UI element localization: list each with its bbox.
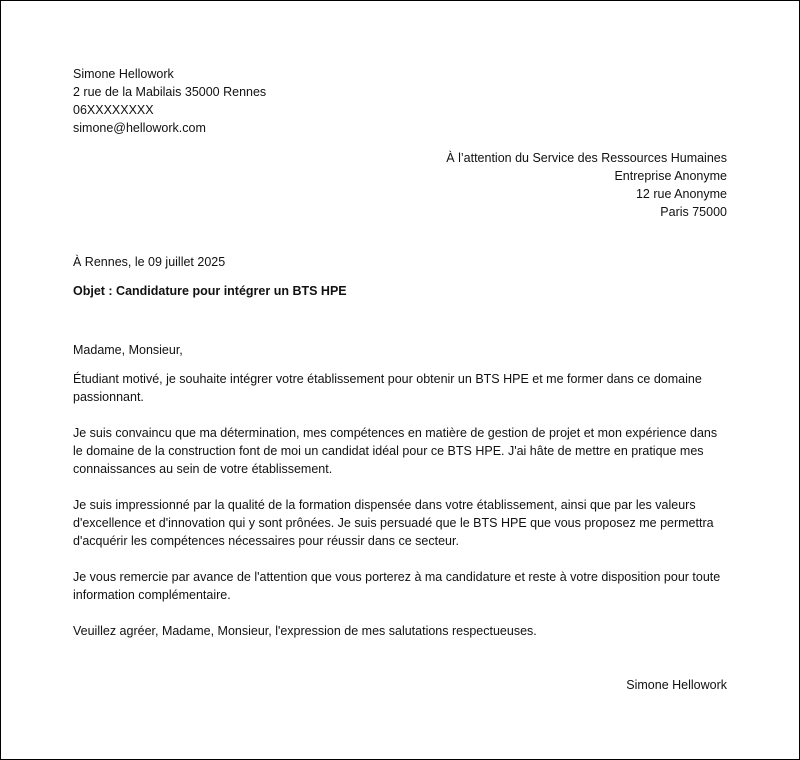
paragraph-2: Je suis convaincu que ma détermination, mes compétences en matière de gestion de projet et mon expérience dans le domaine de la construction font de moi un candidat idéal pour ce BTS HPE. J'ai hâte de mettre en pratique mes connaissances au sein de votre établissement. bbox=[73, 426, 718, 476]
sender-block bbox=[73, 65, 727, 137]
recipient-street: 12 rue Anonyme bbox=[635, 187, 727, 201]
letter-body bbox=[73, 65, 727, 694]
date-line: À Rennes, le 09 juillet 2025 bbox=[73, 255, 226, 269]
sender-address: 2 rue de la Mabilais 35000 Rennes bbox=[73, 85, 267, 99]
recipient-attention: À l’attention du Service des Ressources Humaines bbox=[446, 151, 727, 165]
recipient-company: Entreprise Anonyme bbox=[614, 169, 727, 183]
paragraph-1: Étudiant motivé, je souhaite intégrer votre établissement pour obtenir un BTS HPE et me former dans ce domaine passionnant. bbox=[73, 372, 702, 404]
closing-formula: Veuillez agréer, Madame, Monsieur, l'expression de mes salutations respectueuses. bbox=[73, 624, 537, 638]
recipient-city: Paris 75000 bbox=[660, 205, 727, 219]
greeting: Madame, Monsieur, bbox=[73, 343, 183, 357]
sender-name: Simone Hellowork bbox=[73, 67, 174, 81]
subject-line: Objet : Candidature pour intégrer un BTS HPE bbox=[73, 284, 347, 298]
sender-email: simone@hellowork.com bbox=[73, 121, 206, 135]
sender-phone: 06XXXXXXXX bbox=[73, 103, 154, 117]
paragraph-4: Je vous remercie par avance de l'attention que vous porterez à ma candidature et reste à votre disposition pour toute information complémentaire. bbox=[73, 570, 721, 602]
signature: Simone Hellowork bbox=[626, 678, 727, 692]
paragraph-3: Je suis impressionné par la qualité de la formation dispensée dans votre établissement, ainsi que par les valeurs d'excellence et d'innovation qui y sont prônées. Je suis persuadé que le BTS HPE que vous proposez me permettra d'acquérir les compétences nécessaires pour réussir dans ce secteur. bbox=[73, 498, 714, 548]
recipient-block bbox=[73, 149, 727, 221]
